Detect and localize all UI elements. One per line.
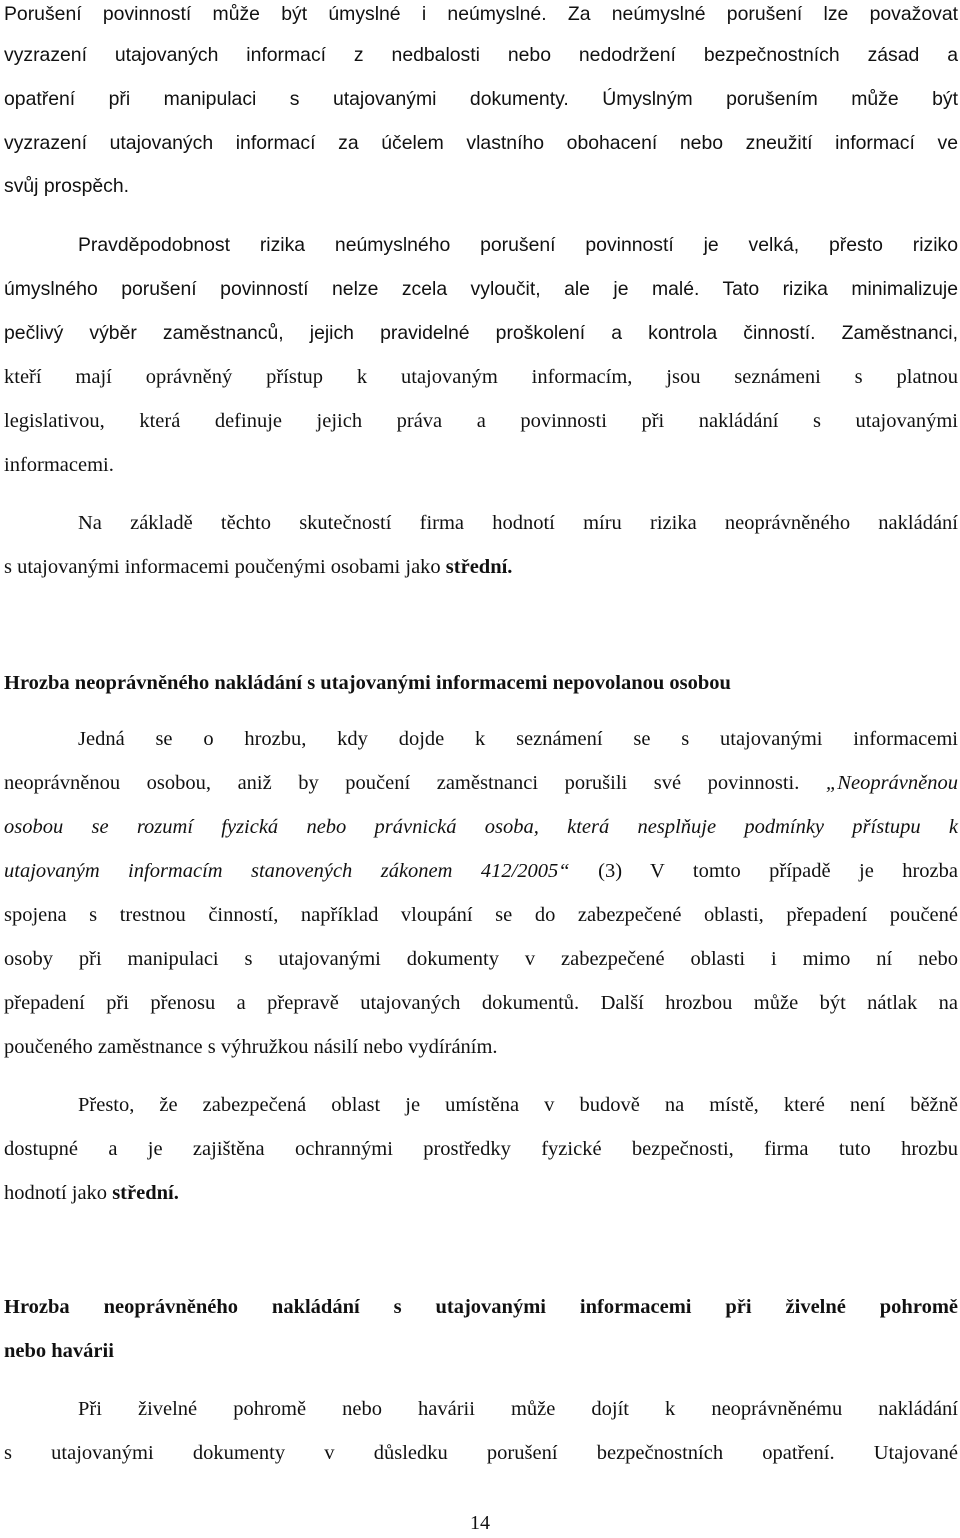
section-heading: Hrozba neoprávněného nakládání s utajovanými informacemi nepovolanou osobou <box>4 672 731 694</box>
paragraph-line: legislativou, která definuje jejich práva a povinnosti při nakládání s utajovanými <box>4 410 958 432</box>
paragraph-line: Pravděpodobnost rizika neúmyslného porušení povinností je velká, přesto riziko <box>78 234 958 256</box>
paragraph-line: Porušení povinností může být úmyslné i neúmyslné. Za neúmyslné porušení lze považovat <box>4 3 958 25</box>
paragraph-line: spojena s trestnou činností, například vloupání se do zabezpečené oblasti, přepadení poučené <box>4 904 958 926</box>
paragraph-line <box>4 552 958 582</box>
paragraph-line: vyzrazení utajovaných informací z nedbalosti nebo nedodržení bezpečnostních zásad a <box>4 44 958 66</box>
section-heading: Hrozba neoprávněného nakládání s utajovanými informacemi při živelné pohromě <box>4 1296 958 1318</box>
paragraph-line: úmyslného porušení povinností nelze zcela vyloučit, ale je malé. Tato rizika minimalizuje <box>4 278 958 300</box>
paragraph-line <box>4 1178 958 1208</box>
paragraph-line <box>4 856 958 886</box>
paragraph-line: přepadení při přenosu a přepravě utajovaných dokumentů. Další hrozbou může být nátlak na <box>4 992 958 1014</box>
paragraph-text: s utajovanými informacemi poučenými osobami jako <box>4 556 446 578</box>
paragraph-line: opatření při manipulaci s utajovanými dokumenty. Úmyslným porušením může být <box>4 88 958 110</box>
paragraph-text: (3) V tomto případě je hrozba <box>569 860 959 882</box>
paragraph-line: s utajovanými dokumenty v důsledku porušení bezpečnostních opatření. Utajované <box>4 1442 958 1464</box>
risk-rating: střední. <box>112 1182 179 1204</box>
page-number: 14 <box>470 1512 490 1534</box>
legal-quote: utajovaným informacím stanovených zákonem 412/2005“ <box>4 860 570 882</box>
paragraph-line: svůj prospěch. <box>4 175 130 197</box>
paragraph-line: poučeného zaměstnance s výhružkou násilí nebo vydíráním. <box>4 1036 498 1058</box>
paragraph-line: Jedná se o hrozbu, kdy dojde k seznámení se s utajovanými informacemi <box>78 728 958 750</box>
paragraph-line: dostupné a je zajištěna ochrannými prostředky fyzické bezpečnosti, firma tuto hrozbu <box>4 1138 958 1160</box>
risk-rating: střední. <box>445 556 513 578</box>
paragraph-line: vyzrazení utajovaných informací za účelem vlastního obohacení nebo zneužití informací ve <box>4 132 958 154</box>
paragraph-line: kteří mají oprávněný přístup k utajovaným informacím, jsou seznámeni s platnou <box>4 366 958 388</box>
paragraph-text: hodnotí jako <box>4 1182 113 1204</box>
paragraph-line: Na základě těchto skutečností firma hodnotí míru rizika neoprávněného nakládání <box>78 512 958 534</box>
section-heading: nebo havárii <box>4 1340 114 1362</box>
paragraph-text: neoprávněnou osobou, aniž by poučení zaměstnanci porušili své povinnosti. <box>4 772 826 794</box>
paragraph-line: Při živelné pohromě nebo havárii může dojít k neoprávněnému nakládání <box>78 1398 958 1420</box>
paragraph-line: Přesto, že zabezpečená oblast je umístěna v budově na místě, které není běžně <box>78 1094 958 1116</box>
paragraph-line: informacemi. <box>4 454 114 476</box>
paragraph-line: osoby při manipulaci s utajovanými dokumenty v zabezpečené oblasti i mimo ní nebo <box>4 948 958 970</box>
legal-quote: „Neoprávněnou <box>825 772 958 794</box>
paragraph-line <box>4 768 958 798</box>
paragraph-line: pečlivý výběr zaměstnanců, jejich pravidelné proškolení a kontrola činností. Zaměstnanci, <box>4 322 958 344</box>
legal-quote: osobou se rozumí fyzická nebo právnická osoba, která nesplňuje podmínky přístupu k <box>4 816 958 838</box>
